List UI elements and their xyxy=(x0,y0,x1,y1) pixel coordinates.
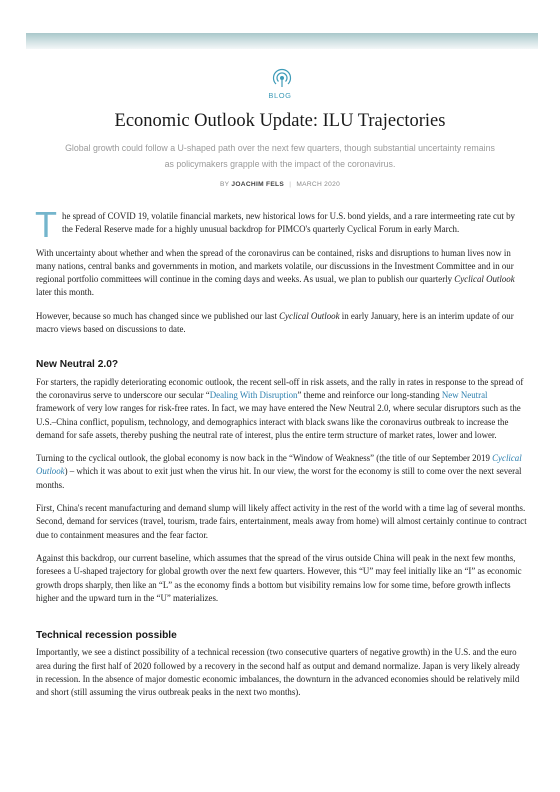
publication-title: Cyclical Outlook xyxy=(279,310,340,321)
paragraph: Against this backdrop, our current baseline, which assumes that the spread of the virus outside China will peak in the next few months, foresees a U-shaped trajectory for global growth over the next few quarters. However, this “U” may feel initially like an “I” as economic growth drops sharply, then like an “L” as the economy finds a bottom but visibility remains low for some time, before growth inflects higher and the upward turn in the “U” materializes. xyxy=(36,552,522,603)
page-subtitle: Global growth could follow a U-shaped path over the next few quarters, though substantial uncertainty remains as policymakers grapple with the impact of the coronavirus. xyxy=(65,143,495,169)
paragraph-text: later this month. xyxy=(36,287,94,298)
link-text: Cyclical Outlook xyxy=(36,453,522,477)
page-title: Economic Outlook Update: ILU Trajectories xyxy=(114,111,446,131)
paragraph: Importantly, we see a distinct possibility of a technical recession (two consecutive quarters of negative growth) in the U.S. and the euro area during the first half of 2020 followed by a recovery in the second half as output and demand normalize. Japan is very likely already in recession. In the absence of major domestic economic imbalances, the downturn in the advanced economies should be relatively mild and short (still assuming the virus outbreak peaks in the next two months). xyxy=(36,647,520,698)
article-body xyxy=(35,204,528,710)
intro-paragraph xyxy=(35,204,528,245)
byline-by: BY xyxy=(219,181,230,188)
paragraph-text: in early January, here is an interim update of our macro views based on discussions to date. xyxy=(36,310,514,335)
publish-date: MARCH 2020 xyxy=(296,181,341,188)
podcast-signal-icon xyxy=(271,67,293,89)
publication-title: Cyclical Outlook xyxy=(454,274,515,285)
author-name[interactable]: JOACHIM FELS xyxy=(231,181,285,188)
link-dealing-with-disruption[interactable]: Dealing With Disruption xyxy=(209,389,298,400)
paragraph-text: ” theme and reinforce our long-standing xyxy=(297,389,442,400)
section-heading: Technical recession possible xyxy=(36,630,177,642)
paragraph-text: For starters, the rapidly deteriorating economic outlook, the recent sell-off in risk assets, and the rally in rates in response to the spread of the coronavirus serve to underscore our secular “ xyxy=(36,376,524,400)
byline xyxy=(0,181,560,188)
byline-separator: | xyxy=(289,181,292,188)
link-new-neutral[interactable]: New Neutral xyxy=(441,389,488,400)
header-banner xyxy=(26,33,538,49)
intro-text: he spread of COVID 19, volatile financial markets, new historical lows for U.S. bond yields, and a rare intermeeting rate cut by the Federal Reserve made for a highly unusual backdrop for PIMCO's quarterly Cyclical Forum in early March. xyxy=(62,211,515,235)
paragraph-text: With uncertainty about whether and when the spread of the coronavirus can be contained, risks and disruptions to human lives now in many nations, central banks and governments in motion, and markets volatile, our discussions in the Investment Committee and in our regional portfolio committees will continue in the coming days and weeks. As usual, we plan to publish our quarterly xyxy=(36,247,514,285)
paragraph xyxy=(36,452,528,492)
drop-cap: T xyxy=(35,204,57,245)
paragraph: First, China's recent manufacturing and demand slump will likely affect activity in the rest of the world with a time lag of several months. Second, demand for services (travel, tourism, trade fairs, entertainment, meals away from home) will almost certainly continue to contract due to containment measures and the fear factor. xyxy=(36,503,527,540)
section-heading: New Neutral 2.0? xyxy=(36,359,119,371)
paragraph-text: ) – which it was about to exit just when the virus hit. In our view, the worst for the economy is still to come over the next several months. xyxy=(36,466,522,490)
paragraph-text: Turning to the cyclical outlook, the global economy is now back in the “Window of Weakness” (the title of our September 2019 xyxy=(36,453,493,464)
paragraph-text: However, because so much has changed since we published our last xyxy=(36,310,280,321)
paragraph xyxy=(36,247,528,300)
paragraph xyxy=(36,310,528,337)
category-label[interactable]: BLOG xyxy=(268,91,292,100)
paragraph-text: framework of very low ranges for risk-free rates. In fact, we may have entered the New Neutral 2.0, where secular disruptors such as the U.S.–China conflict, populism, technology, and demographics interact with black swans like the coronavirus outbreak to increase the demand for safe assets, thereby pushing the neutral rate of interest, plus the entire term structure of market rates, lower and lower. xyxy=(36,403,521,440)
paragraph xyxy=(36,376,528,442)
